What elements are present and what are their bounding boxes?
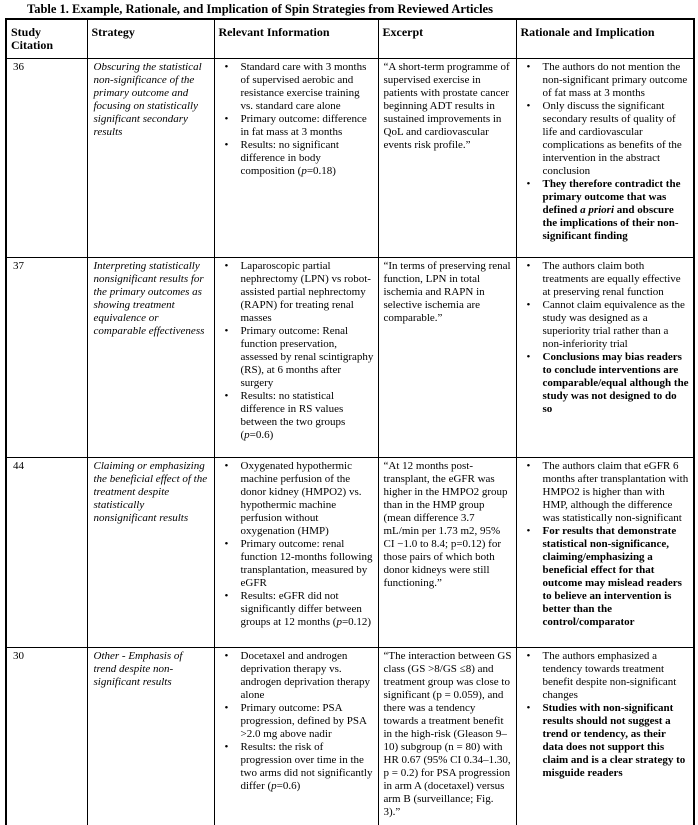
strategy-cell: Interpreting statistically nonsignificant results for the primary outcomes as showing treatment equivalence or comparable effectiveness — [87, 258, 214, 458]
table-row — [6, 59, 694, 258]
header-row — [6, 19, 694, 59]
bullet-text: Cannot claim equivalence as the study was designed as a superiority trial rather than a non-inferiority trial — [542, 299, 685, 350]
bullet-text: Studies with non-significant results should not suggest a trend or tendency, as their data does not support this claim and is a clear strategy to misguide readers — [542, 702, 686, 779]
citation-cell: 44 — [6, 458, 87, 648]
bullet-item — [225, 390, 374, 442]
rationale-cell — [516, 458, 694, 648]
bullet-text: For results that demonstrate statistical non-significance, claiming/emphasizing a beneficial effect for that outcome may mislead readers to believe an intervention is better than the control/comparator — [542, 525, 682, 628]
bullet-text: Results: no significant difference in body composition (p=0.18) — [240, 139, 339, 177]
bullet-text: Primary outcome: renal function 12-months following transplantation, measured by eGFR — [240, 538, 373, 589]
bullet-marker-icon: • — [224, 741, 229, 753]
bullet-item — [527, 178, 690, 243]
bullet-marker-icon: • — [224, 390, 229, 402]
bullet-text: The authors claim both treatments are equally effective at preserving renal function — [542, 260, 681, 298]
column-header-study-citation: Study Citation — [6, 19, 87, 59]
strategy-cell: Obscuring the statistical non-significance of the primary outcome and focusing on statistically significant secondary results — [87, 59, 214, 258]
bullet-marker-icon: • — [224, 325, 229, 337]
citation-cell: 37 — [6, 258, 87, 458]
excerpt-cell: “The interaction between GS class (GS >8/GS ≤8) and treatment group was close to significant (p = 0.059), and there was a tendency towards a treatment benefit in the high-risk (Gleason 9–10) subgroup (n = 80) with HR 0.67 (95% CI 0.34–1.30, p = 0.2) for PSA progression in arm A (docetaxel) versus arm B (surveillance; Fig. 3).” — [378, 648, 516, 825]
strategy-cell: Claiming or emphasizing the beneficial effect of the treatment despite statistically nonsignificant results — [87, 458, 214, 648]
column-header-rationale-implication: Rationale and Implication — [516, 19, 694, 59]
bullet-marker-icon: • — [224, 590, 229, 602]
bullet-marker-icon: • — [224, 260, 229, 272]
bullet-item — [225, 460, 374, 538]
bullet-item — [225, 113, 374, 139]
bullet-text: Results: no statistical difference in RS values between the two groups (p=0.6) — [240, 390, 346, 441]
bullet-text: Conclusions may bias readers to conclude interventions are comparable/equal although the study was not designed to do so — [542, 351, 689, 415]
bullet-item — [225, 139, 374, 178]
bullet-marker-icon: • — [224, 61, 229, 73]
bullet-marker-icon: • — [526, 650, 531, 662]
bullet-text: Primary outcome: difference in fat mass at 3 months — [240, 113, 367, 138]
relevant-info-cell — [214, 59, 378, 258]
bullet-item — [527, 650, 690, 702]
bullet-item — [225, 61, 374, 113]
bullet-marker-icon: • — [224, 538, 229, 550]
bullet-marker-icon: • — [224, 113, 229, 125]
bullet-text: They therefore contradict the primary outcome that was defined a priori and obscure the implications of their non-significant finding — [542, 178, 681, 242]
bullet-text: Primary outcome: PSA progression, defined by PSA >2.0 mg above nadir — [240, 702, 367, 740]
spin-strategies-table — [5, 18, 695, 825]
bullet-text: Only discuss the significant secondary results of quality of life and cardiovascular complications as benefits of the intervention in the abstract conclusion — [542, 100, 682, 177]
bullet-text: Results: eGFR did not significantly differ between groups at 12 months (p=0.12) — [240, 590, 372, 628]
bullet-text: The authors emphasized a tendency towards treatment benefit despite non-significant changes — [542, 650, 677, 701]
bullet-item — [225, 650, 374, 702]
table-row — [6, 258, 694, 458]
bullet-marker-icon: • — [224, 139, 229, 151]
rationale-cell — [516, 258, 694, 458]
bullet-item — [527, 460, 690, 525]
citation-cell: 30 — [6, 648, 87, 825]
bullet-text: Oxygenated hypothermic machine perfusion of the donor kidney (HMPO2) vs. hypothermic machine perfusion without oxygenation (HMP) — [240, 460, 362, 537]
bullet-marker-icon: • — [526, 61, 531, 73]
table-title: Table 1. Example, Rationale, and Implication of Spin Strategies from Reviewed Articles — [27, 2, 493, 16]
bullet-text: Results: the risk of progression over time in the two arms did not significantly differ (p=0.6) — [240, 741, 373, 792]
bullet-item — [527, 61, 690, 100]
bullet-item — [527, 260, 690, 299]
relevant-info-cell — [214, 258, 378, 458]
bullet-text: Primary outcome: Renal function preservation, assessed by renal scintigraphy (RS), at 6 months after surgery — [240, 325, 374, 389]
bullet-item — [527, 525, 690, 629]
bullet-item — [225, 538, 374, 590]
bullet-marker-icon: • — [526, 178, 531, 190]
bullet-item — [225, 325, 374, 390]
bullet-marker-icon: • — [526, 702, 531, 714]
table-body — [6, 59, 694, 825]
bullet-text: Standard care with 3 months of supervised aerobic and resistance exercise training vs. standard care alone — [240, 61, 367, 112]
bullet-item — [527, 299, 690, 351]
column-header-strategy: Strategy — [87, 19, 214, 59]
strategy-cell: Other - Emphasis of trend despite non-significant results — [87, 648, 214, 825]
bullet-item — [527, 100, 690, 178]
citation-cell: 36 — [6, 59, 87, 258]
bullet-marker-icon: • — [526, 260, 531, 272]
table-header — [6, 19, 694, 59]
excerpt-cell: “At 12 months post-transplant, the eGFR was higher in the HMPO2 group than in the HMP group (mean difference 3.7 mL/min per 1.73 m2, 95% CI −1.0 to 8.4; p=0.12) for those pairs of which both donor kidneys were still functioning.” — [378, 458, 516, 648]
table-row — [6, 458, 694, 648]
bullet-marker-icon: • — [224, 650, 229, 662]
rationale-cell — [516, 59, 694, 258]
relevant-info-cell — [214, 458, 378, 648]
column-header-relevant-information: Relevant Information — [214, 19, 378, 59]
bullet-marker-icon: • — [526, 299, 531, 311]
bullet-item — [225, 702, 374, 741]
bullet-marker-icon: • — [526, 460, 531, 472]
bullet-item — [225, 741, 374, 793]
bullet-marker-icon: • — [224, 460, 229, 472]
column-header-excerpt: Excerpt — [378, 19, 516, 59]
bullet-item — [527, 702, 690, 780]
bullet-marker-icon: • — [526, 525, 531, 537]
excerpt-cell: “In terms of preserving renal function, LPN in total ischemia and RAPN in selective ischemia are comparable.” — [378, 258, 516, 458]
bullet-text: Laparoscopic partial nephrectomy (LPN) vs robot-assisted partial nephrectomy (RAPN) for treating renal masses — [240, 260, 371, 324]
relevant-info-cell — [214, 648, 378, 825]
bullet-text: Docetaxel and androgen deprivation therapy vs. androgen deprivation therapy alone — [240, 650, 371, 701]
bullet-text: The authors claim that eGFR 6 months after transplantation with HMPO2 is higher than with HMP, although the difference was statistically non-significant — [542, 460, 689, 524]
bullet-item — [225, 260, 374, 325]
bullet-item — [527, 351, 690, 416]
bullet-marker-icon: • — [526, 351, 531, 363]
rationale-cell — [516, 648, 694, 825]
table-row — [6, 648, 694, 825]
excerpt-cell: “A short-term programme of supervised exercise in patients with prostate cancer beginning ADT results in sustained improvements in QoL and cardiovascular events risk profile.” — [378, 59, 516, 258]
bullet-marker-icon: • — [224, 702, 229, 714]
bullet-marker-icon: • — [526, 100, 531, 112]
bullet-item — [225, 590, 374, 629]
bullet-text: The authors do not mention the non-significant primary outcome of fat mass at 3 months — [542, 61, 688, 99]
